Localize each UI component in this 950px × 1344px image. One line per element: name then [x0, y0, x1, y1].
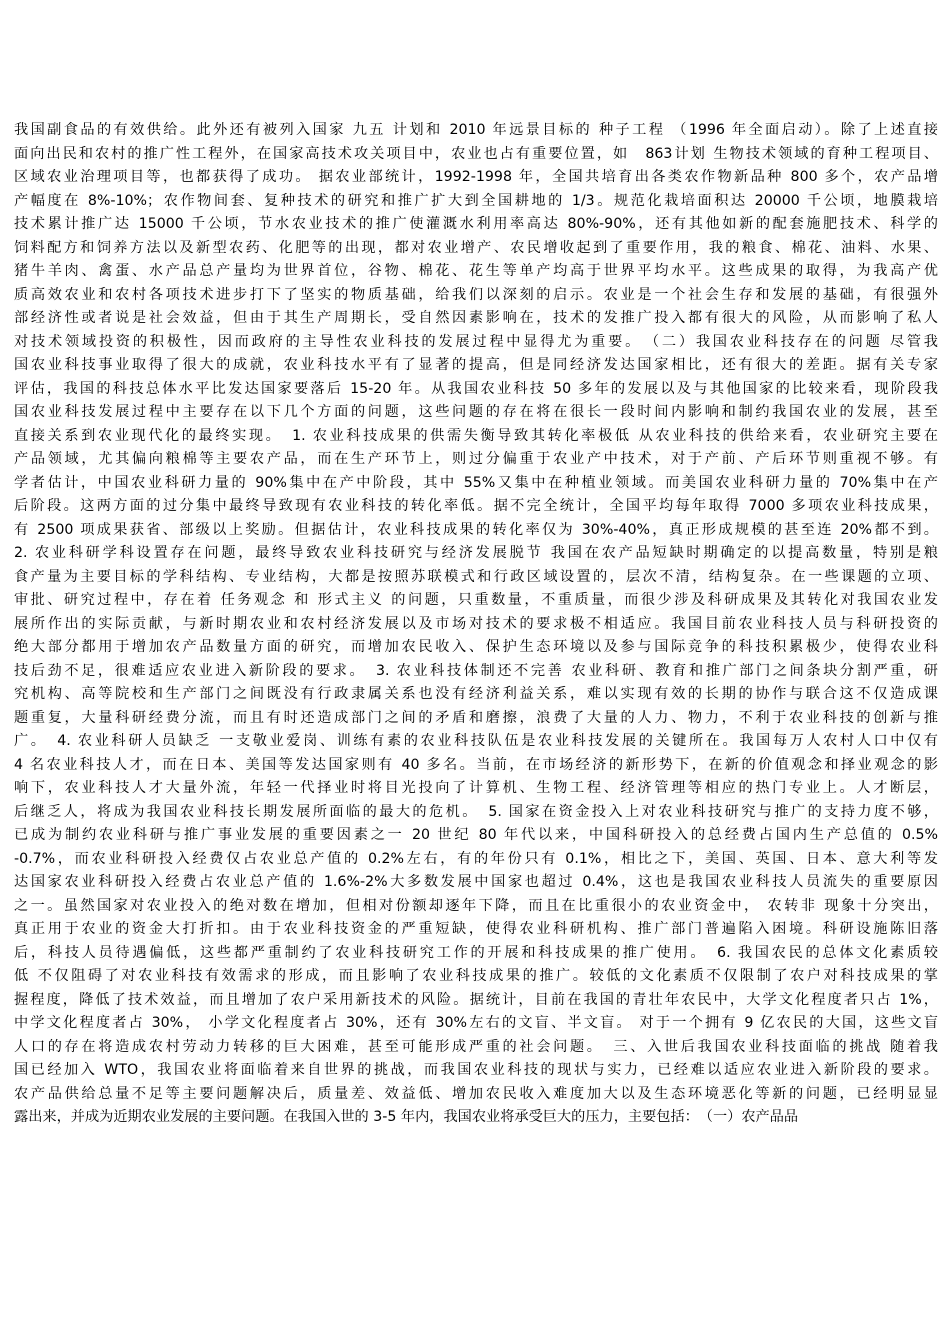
text-line: 农产品供给总量不足等主要问题解决后，质量差、效益低、增加农民收入难度加大以及生态环境恶化等新的问题，已经明显显 [14, 1085, 938, 1102]
text-line: 有 2500 项成果获省、部级以上奖励。但据估计，农业科技成果的转化率仅为 30%-40%，真正形成规模的甚至连 20%都不到。 [14, 521, 938, 538]
text-line: 直接关系到农业现代化的最终实现。 1. 农业科技成果的供需失衡导致其转化率极低 从农业科技的供给来看，农业研究主要在 [14, 427, 938, 444]
text-line: 广。 4. 农业科研人员缺乏 一支敬业爱岗、训练有素的农业科技队伍是农业科技发展的关键所在。我国每万人农村人口中仅有 [14, 733, 938, 749]
text-line: 中学文化程度者占 30%， 小学文化程度者占 30%，还有 30%左右的文盲、半文盲。 对于一个拥有 9 亿农民的大国，这些文盲 [14, 1015, 938, 1031]
text-line: 真正用于农业的资金大打折扣。由于农业科技资金的严重短缺，使得农业科研机构、推广部门普遍陷入困境。科研设施陈旧落 [14, 921, 938, 937]
text-line: 审批、研究过程中，存在着 任务观念 和 形式主义 的问题，只重数量，不重质量，而很少涉及科研成果及其转化对我国农业发 [14, 592, 938, 608]
text-line: 技术累计推广达 15000 千公顷，节水农业技术的推广使灌溉水利用率高达 80%-90%，还有其他如新的配套施肥技术、科学的 [14, 216, 938, 232]
text-line: 之一。虽然国家对农业投入的绝对数在增加，但相对份额却逐年下降，而且在比重很小的农业资金中， 农转非 现象十分突出， [14, 897, 938, 914]
text-line: 产品领域，尤其偏向粮棉等主要农产品，而在生产环节上，则过分偏重于农业产中技术，对于产前、产后环节则重视不够。有 [14, 451, 938, 467]
text-line: 握程度，降低了技术效益，而且增加了农户采用新技术的风险。据统计，目前在我国的青壮年农民中，大学文化程度者只占 1%， [14, 991, 938, 1008]
text-line: 国已经加入 WTO，我国农业将面临着来自世界的挑战，而我国农业科技的现状与实力，已经难以适应农业进入新阶段的要求。 [14, 1062, 938, 1078]
text-line: 质高效农业和农村各项技术进步打下了坚实的物质基础，给我们以深刻的启示。农业是一个社会生存和发展的基础，有很强外 [14, 286, 938, 303]
text-line: 饲料配方和饲养方法以及新型农药、化肥等的出现，都对农业增产、农民增收起到了重要作用，我的粮食、棉花、油料、水果、 [14, 239, 938, 256]
text-line: 已成为制约农业科研与推广事业发展的重要因素之一 20 世纪 80 年代以来，中国科研投入的总经费占国内生产总值的 0.5% [14, 827, 938, 843]
text-line: 究机构、高等院校和生产部门之间既没有行政隶属关系也没有经济利益关系，难以实现有效的长期的协作与联合这不仅造成课 [14, 686, 938, 702]
text-line: 人口的存在将造成农村劳动力转移的巨大困难，甚至可能形成严重的社会问题。 三、入世后我国农业科技面临的挑战 随着我 [14, 1038, 938, 1055]
text-line: 学者估计，中国农业科研力量的 90%集中在产中阶段，其中 55%又集中在种植业领域。而美国农业科研力量的 70%集中在产 [14, 474, 938, 491]
text-line: 食产量为主要目标的学科结构、专业结构，大都是按照苏联模式和行政区域设置的，层次不清，结构复杂。在一些课题的立项、 [14, 568, 938, 585]
text-line: 后，科技人员待遇偏低，这些都严重制约了农业科技研究工作的开展和科技成果的推广使用。 6. 我国农民的总体文化素质较 [14, 944, 938, 961]
text-line: 4 名农业科技人才，而在日本、美国等发达国家则有 40 多名。当前，在市场经济的新形势下，在新的价值观念和择业观念的影 [14, 756, 938, 773]
text-line: 后阶段。这两方面的过分集中最终导致现有农业科技的转化率低。据不完全统计，全国平均每年取得 7000 多项农业科技成果， [14, 498, 938, 514]
text-line: 产幅度在 8%-10%；农作物间套、复种技术的研究和推广扩大到全国耕地的 1/3。规范化栽培面积达 20000 千公顷，地膜栽培 [14, 192, 938, 209]
document-page [14, 119, 938, 1239]
text-line: 展所作出的实际贡献，与新时期农业和农村经济发展以及市场对技术的要求极不相适应。我国目前农业科技人员与科研投资的 [14, 615, 938, 632]
text-line: 低 不仅阻碍了对农业科技有效需求的形成，而且影响了农业科技成果的推广。较低的文化素质不仅限制了农户对科技成果的掌 [14, 968, 938, 984]
text-line: 后继乏人，将成为我国农业科技长期发展所面临的最大的危机。 5. 国家在资金投入上对农业科技研究与推广的支持力度不够， [14, 803, 938, 820]
text-line: 响下，农业科技人才大量外流，年轻一代择业时将目光投向了计算机、生物工程、经济管理等相应的热门专业上。人才断层， [14, 780, 938, 796]
text-line: 2. 农业科研学科设置存在问题，最终导致农业科技研究与经济发展脱节 我国在农产品短缺时期确定的以提高数量，特别是粮 [14, 545, 938, 561]
text-line: 评估，我国的科技总体水平比发达国家要落后 15-20 年。从我国农业科技 50 多年的发展以及与其他国家的比较来看，现阶段我 [14, 380, 938, 397]
text-line: 绝大部分都用于增加农产品数量方面的研究，而增加农民收入、保护生态环境以及参与国际竞争的科技积累极少，使得农业科 [14, 639, 938, 655]
text-line: 对技术领域投资的积极性，因而政府的主导性农业科技的发展过程中显得尤为重要。 （二）我国农业科技存在的问题 尽管我 [14, 333, 938, 350]
text-line: 部经济性或者说是社会效益，但由于其生产周期长，受自然因素影响在，技术的发推广投入都有很大的风险，从而影响了私人 [14, 310, 938, 326]
text-line: 题重复，大量科研经费分流，而且有时还造成部门之间的矛盾和磨擦，浪费了大量的人力、物力，不利于农业科技的创新与推 [14, 709, 938, 726]
text-line: 达国家农业科研投入经费占农业总产值的 1.6%-2%大多数发展中国家也超过 0.4%，这也是我国农业科技人员流失的重要原因 [14, 874, 938, 890]
text-line: -0.7%，而农业科研投入经费仅占农业总产值的 0.2%左右，有的年份只有 0.1%，相比之下，美国、英国、日本、意大利等发 [14, 850, 938, 867]
text-line: 技后劲不足，很难适应农业进入新阶段的要求。 3. 农业科技体制还不完善 农业科研、教育和推广部门之间条块分割严重，研 [14, 662, 938, 679]
text-line: 国农业科技事业取得了很大的成就，农业科技水平有了显著的提高，但是同经济发达国家相比，还有很大的差距。据有关专家 [14, 357, 938, 373]
text-line: 露出来，并成为近期农业发展的主要问题。在我国入世的 3-5 年内，我国农业将承受巨大的压力，主要包括： （一）农产品品 [14, 1109, 799, 1125]
text-line: 国农业科技发展过程中主要存在以下几个方面的问题，这些问题的存在将在很长一段时间内影响和制约我国农业的发展，甚至 [14, 404, 938, 420]
text-line: 猪牛羊肉、禽蛋、水产品总产量均为世界首位，谷物、棉花、花生等单产均高于世界平均水平。这些成果的取得，为我高产优 [14, 263, 938, 279]
text-line: 区域农业治理项目等，也都获得了成功。 据农业部统计，1992-1998 年，全国共培育出各类农作物新品种 800 多个，农产品增 [14, 169, 938, 185]
text-line: 我国副食品的有效供给。此外还有被列入国家 九五 计划和 2010 年远景目标的 种子工程 （1996 年全面启动）。除了上述直接 [14, 122, 938, 138]
text-line: 面向出民和农村的推广性工程外，在国家高技术攻关项目中，农业也占有重要位置，如 863计划 生物技术领域的育种工程项目、 [14, 145, 938, 162]
